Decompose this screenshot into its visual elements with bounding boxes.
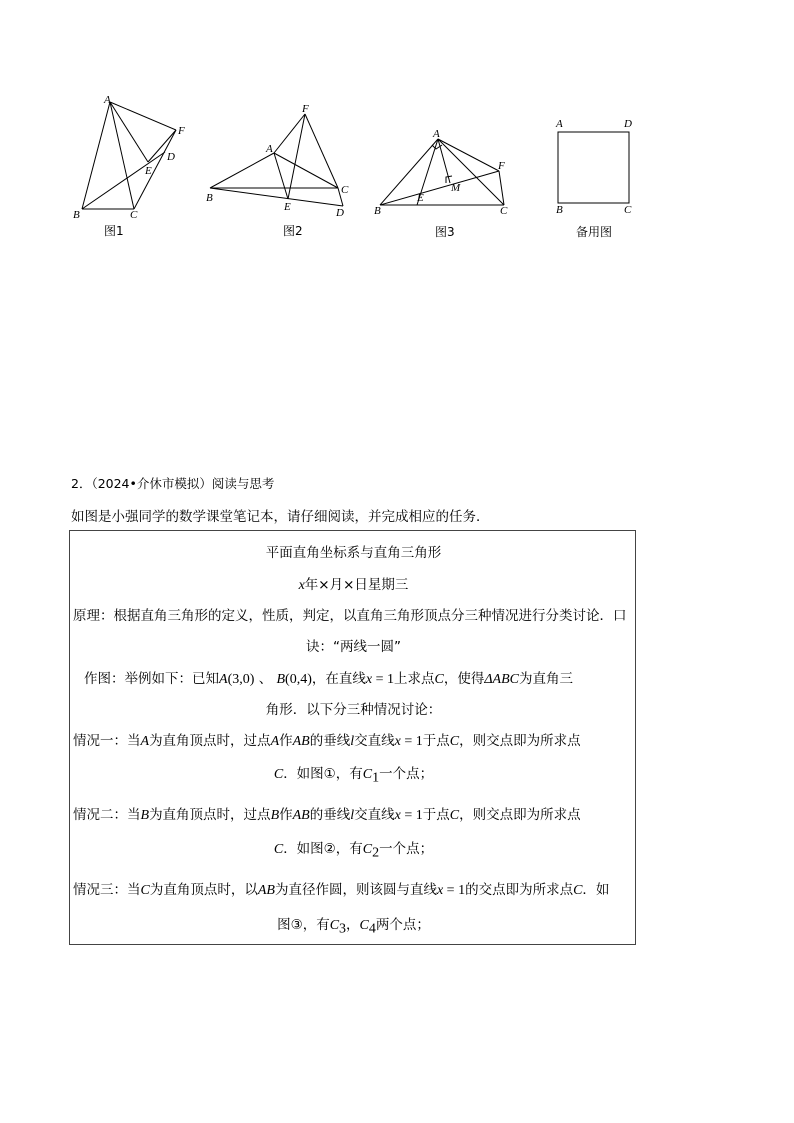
case1-A: A (140, 734, 150, 749)
case2-e: 交直线 (354, 807, 395, 823)
case1-x: x (394, 734, 401, 749)
case3-eq: = 1 (443, 883, 466, 898)
case1-f: 于点 (422, 733, 450, 749)
case3-e: ．如 (582, 882, 610, 898)
case3-C3: C (329, 918, 340, 933)
case3-line2b: 两个点； (375, 917, 430, 933)
case1-sub: 1 (372, 770, 380, 786)
fig2-label-C: C (341, 184, 349, 196)
principle-line-1: 原理：根据直角三角形的定义，性质，判定，以直角三角形顶点分三种情况进行分类讨论．口 (73, 608, 627, 624)
case2-AB: AB (292, 808, 310, 823)
case2-eq: = 1 (400, 808, 423, 823)
case2-line-2 (70, 837, 637, 862)
case1-e: 交直线 (354, 733, 395, 749)
case1-eq: = 1 (400, 734, 423, 749)
draw-coord-A: (3,0) (227, 672, 255, 687)
case2-d: 的垂线 (309, 807, 351, 823)
case2-B2: B (270, 808, 280, 823)
fig3-label-B: B (374, 205, 381, 217)
fig4-label-A: A (556, 118, 563, 130)
draw-mid2: 上求点 (394, 671, 435, 687)
note-date (70, 573, 637, 594)
draw-sep: 、 (258, 671, 273, 687)
case2-f: 于点 (422, 807, 450, 823)
figure-2 (200, 100, 360, 245)
case1-line-2 (70, 762, 637, 787)
case1-AB: AB (292, 734, 310, 749)
draw-prefix: 作图：举例如下：已知 (84, 671, 219, 687)
case1-C2: C (273, 767, 284, 782)
case2-line-1 (73, 803, 581, 824)
case2-c: 作 (279, 807, 293, 823)
fig3-caption: 图3 (435, 225, 455, 239)
case1-c: 作 (279, 733, 293, 749)
case3-line2a: 图③，有 (277, 917, 330, 933)
case3-line-2 (70, 913, 637, 938)
question-number: 2 (71, 476, 79, 491)
case1-b: 为直角顶点时，过点 (149, 733, 271, 749)
case1-line2b: 一个点； (379, 766, 434, 782)
case2-a: 情况二：当 (73, 807, 141, 823)
fig3-label-E: E (417, 192, 424, 204)
fig1-caption: 图1 (104, 224, 124, 238)
fig4-label-C: C (624, 204, 632, 216)
fig3-label-A: A (433, 128, 440, 140)
fig1-label-F: F (178, 125, 185, 137)
date-rest: 年×月×日星期三 (304, 577, 409, 593)
draw-line-2: 角形．以下分三种情况讨论： (265, 702, 442, 718)
fig2-caption: 图2 (283, 224, 303, 238)
draw-point-C: C (434, 672, 444, 687)
fig2-label-A: A (266, 143, 273, 155)
note-title: 平面直角坐标系与直角三角形 (265, 545, 442, 561)
notebook-box (69, 530, 636, 945)
fig3-label-F: F (498, 160, 505, 172)
fig2-label-D: D (336, 207, 344, 219)
case1-A2: A (270, 734, 280, 749)
figure-3 (370, 125, 520, 245)
fig1-label-B: B (73, 209, 80, 221)
draw-coord-B: (0,4) (285, 672, 312, 687)
fig1-label-A: A (104, 94, 111, 106)
fig4-caption: 备用图 (576, 225, 613, 239)
case3-sub3: 3 (339, 921, 347, 937)
case2-l: l (350, 808, 355, 823)
figure-2-diagram (200, 100, 360, 220)
case2-C3: C (273, 842, 284, 857)
figure-3-diagram (370, 125, 520, 225)
case3-a: 情况三：当 (73, 882, 141, 898)
case3-sep: ， (346, 917, 360, 933)
fig1-label-D: D (167, 151, 175, 163)
case1-l: l (350, 734, 355, 749)
case3-x: x (436, 883, 444, 898)
fig1-label-C: C (130, 209, 138, 221)
fig2-label-F: F (302, 103, 309, 115)
case3-line-1 (73, 878, 609, 899)
case1-C1: C (362, 767, 373, 782)
question-intro: 如图是小强同学的数学课堂笔记本，请仔细阅读，并完成相应的任务． (71, 509, 490, 525)
draw-triangle: ΔABC (484, 672, 520, 687)
draw-mid3: ，使得 (443, 671, 485, 687)
case2-sub: 2 (372, 845, 380, 861)
draw-point-B: B (276, 672, 286, 687)
draw-end: 为直角三 (519, 671, 574, 687)
fig4-label-B: B (556, 204, 563, 216)
case1-a: 情况一：当 (73, 733, 141, 749)
case1-g: ，则交点即为所求点 (459, 733, 581, 749)
draw-eq-x: x (365, 672, 373, 687)
case3-AB: AB (257, 883, 275, 898)
case3-d: 的交点即为所求点 (465, 882, 574, 898)
figure-1 (70, 90, 190, 240)
fig3-label-M: M (451, 182, 461, 194)
case2-line2b: 一个点； (379, 841, 434, 857)
draw-mid: ，在直线 (311, 671, 366, 687)
draw-point-A: A (219, 672, 228, 687)
case2-g: ，则交点即为所求点 (459, 807, 581, 823)
case2-x: x (394, 808, 401, 823)
case2-C2: C (362, 842, 373, 857)
case2-B: B (140, 808, 150, 823)
draw-line-1 (84, 667, 573, 688)
case1-C: C (449, 734, 460, 749)
case1-d: 的垂线 (309, 733, 351, 749)
case2-C: C (449, 808, 460, 823)
case2-line2a: ．如图②，有 (283, 841, 363, 857)
case3-b: 为直角顶点时，以 (149, 882, 258, 898)
principle-line-2: 诀：“两线一圆” (306, 639, 401, 655)
fig3-label-C: C (500, 205, 508, 217)
case3-C2: C (573, 883, 583, 898)
fig1-label-E: E (145, 165, 152, 177)
date-x: x (298, 578, 305, 593)
case1-line-1 (73, 729, 581, 750)
case3-c: 为直径作圆，则该圆与直线 (274, 882, 437, 898)
case3-C: C (140, 883, 150, 898)
question-source: ．（2024•介休市模拟）阅读与思考 (78, 476, 275, 491)
fig2-label-E: E (284, 201, 291, 213)
fig4-label-D: D (624, 118, 632, 130)
case3-sub4: 4 (368, 921, 376, 937)
question-header (71, 474, 274, 492)
case2-b: 为直角顶点时，过点 (149, 807, 271, 823)
figure-backup (550, 115, 640, 245)
case3-C4: C (359, 918, 369, 933)
fig2-label-B: B (206, 192, 213, 204)
draw-eq-rest: = 1 (372, 672, 394, 687)
figure-backup-diagram (550, 115, 640, 215)
case1-line2a: ．如图①，有 (283, 766, 363, 782)
